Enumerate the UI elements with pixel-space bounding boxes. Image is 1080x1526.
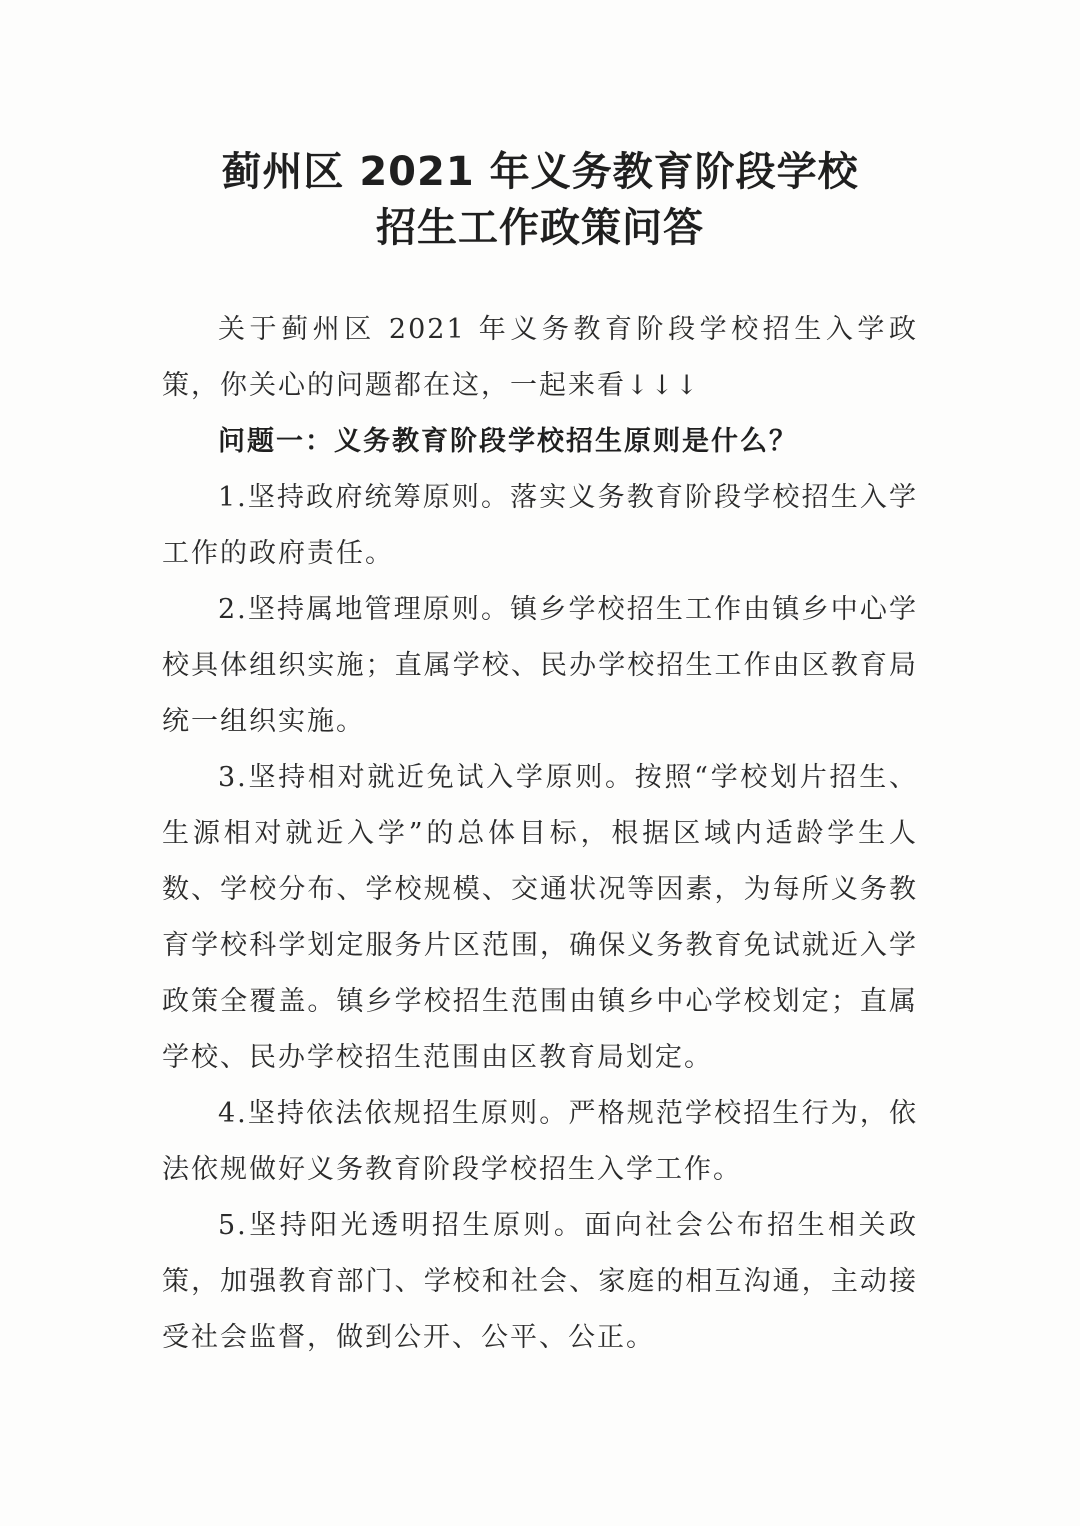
principle-paragraph: 5.坚持阳光透明招生原则。面向社会公布招生相关政策，加强教育部门、学校和社会、家庭的相互沟通，主动接受社会监督，做到公开、公平、公正。 <box>162 1210 918 1353</box>
document-title-line-1: 蓟州区 2021 年义务教育阶段学校 <box>221 149 859 195</box>
principle-paragraph: 4.坚持依法依规招生原则。严格规范学校招生行为，依法依规做好义务教育阶段学校招生入学工作。 <box>162 1098 918 1185</box>
principle-paragraph: 2.坚持属地管理原则。镇乡学校招生工作由镇乡中心学校具体组织实施；直属学校、民办学校招生工作由区教育局统一组织实施。 <box>162 594 918 737</box>
principle-paragraph: 1.坚持政府统筹原则。落实义务教育阶段学校招生入学工作的政府责任。 <box>162 482 918 569</box>
document-body <box>162 302 918 1366</box>
principle-paragraph: 3.坚持相对就近免试入学原则。按照“学校划片招生、生源相对就近入学”的总体目标，根据区域内适龄学生人数、学校分布、学校规模、交通状况等因素，为每所义务教育学校科学划定服务片区范围，确保义务教育免试就近入学政策全覆盖。镇乡学校招生范围由镇乡中心学校划定；直属学校、民办学校招生范围由区教育局划定。 <box>162 762 918 1073</box>
intro-paragraph: 关于蓟州区 2021 年义务教育阶段学校招生入学政策，你关心的问题都在这，一起来看↓↓↓ <box>162 314 918 401</box>
document-title-line-2: 招生工作政策问答 <box>376 205 704 251</box>
question-heading: 问题一：义务教育阶段学校招生原则是什么？ <box>218 426 798 457</box>
